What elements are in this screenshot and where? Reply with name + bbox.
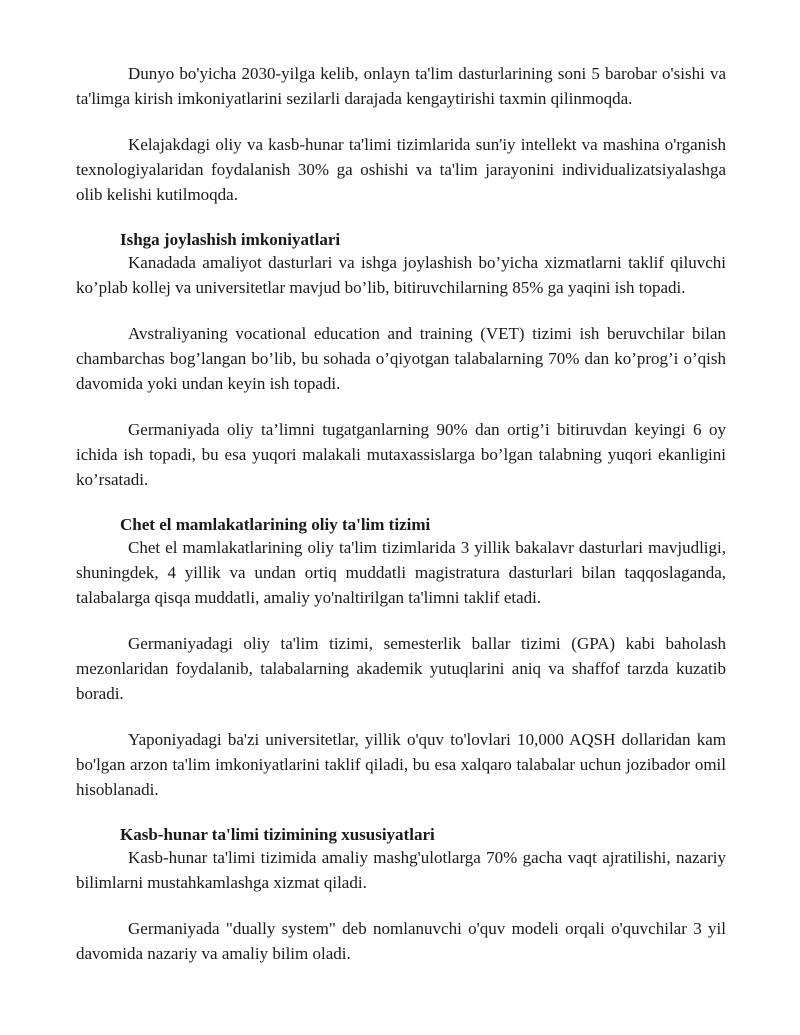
paragraph-practical-training: Kasb-hunar ta'limi tizimida amaliy mashg'ulotlarga 70% gacha vaqt ajratilishi, nazariy bilimlarni mustahkamlashga xizmat qiladi.: [76, 848, 726, 892]
paragraph-canada-employment: Kanadada amaliyot dasturlari va ishga joylashish bo’yicha xizmatlarni taklif qiluvchi ko’plab kollej va universitetlar mavjud bo’lib, bitiruvchilarning 85% ga yaqini ish topadi.: [76, 253, 726, 297]
paragraph-germany-gpa: Germaniyadagi oliy ta'lim tizimi, semesterlik ballar tizimi (GPA) kabi baholash mezonlaridan foydalanib, talabalarning akademik yutuqlarini aniq va shaffof tarzda kuzatib boradi.: [76, 634, 726, 703]
heading-vocational-education-features: Kasb-hunar ta'limi tizimining xususiyatlari: [120, 825, 435, 844]
paragraph-bachelor-programs: Chet el mamlakatlarining oliy ta'lim tizimlarida 3 yillik bakalavr dasturlari mavjudligi, shuningdek, 4 yillik va undan ortiq muddatli magistratura dasturlari bilan taqqoslaganda, talabalarga qisqa muddatli, amaliy yo'naltirilgan ta'limni taklif etadi.: [76, 538, 726, 607]
paragraph-dual-system: Germaniyada "dually system" deb nomlanuvchi o'quv modeli orqali o'quvchilar 3 yil davomida nazariy va amaliy bilim oladi.: [76, 919, 726, 963]
paragraph-online-education: Dunyo bo'yicha 2030-yilga kelib, onlayn ta'lim dasturlarining soni 5 barobar o'sishi va ta'limga kirish imkoniyatlarini sezilarli darajada kengaytirishi taxmin qilinmoqda.: [76, 64, 726, 108]
paragraph-australia-vet: Avstraliyaning vocational education and training (VET) tizimi ish beruvchilar bilan chambarchas bog’langan bo’lib, bu sohada o’qiyotgan talabalarning 70% dan ko’prog’i o’qish davomida yoki undan keyin ish topadi.: [76, 324, 726, 393]
heading-employment-opportunities: Ishga joylashish imkoniyatlari: [120, 230, 341, 249]
document-page: [76, 61, 726, 987]
paragraph-ai-education: Kelajakdagi oliy va kasb-hunar ta'limi tizimlarida sun'iy intellekt va mashina o'rganish texnologiyalaridan foydalanish 30% ga oshishi va ta'lim jarayonini individualizatsiyalashga olib kelishi kutilmoqda.: [76, 135, 726, 204]
paragraph-germany-graduates: Germaniyada oliy ta’limni tugatganlarning 90% dan ortig’i bitiruvdan keyingi 6 oy ichida ish topadi, bu esa yuqori malakali mutaxassislarga bo’lgan talabning yuqori ekanligini ko’rsatadi.: [76, 420, 726, 489]
heading-foreign-higher-education: Chet el mamlakatlarining oliy ta'lim tizimi: [120, 515, 431, 534]
paragraph-japan-universities: Yaponiyadagi ba'zi universitetlar, yillik o'quv to'lovlari 10,000 AQSH dollaridan kam bo'lgan arzon ta'lim imkoniyatlarini taklif qiladi, bu esa xalqaro talabalar uchun jozibador omil hisoblanadi.: [76, 730, 726, 799]
